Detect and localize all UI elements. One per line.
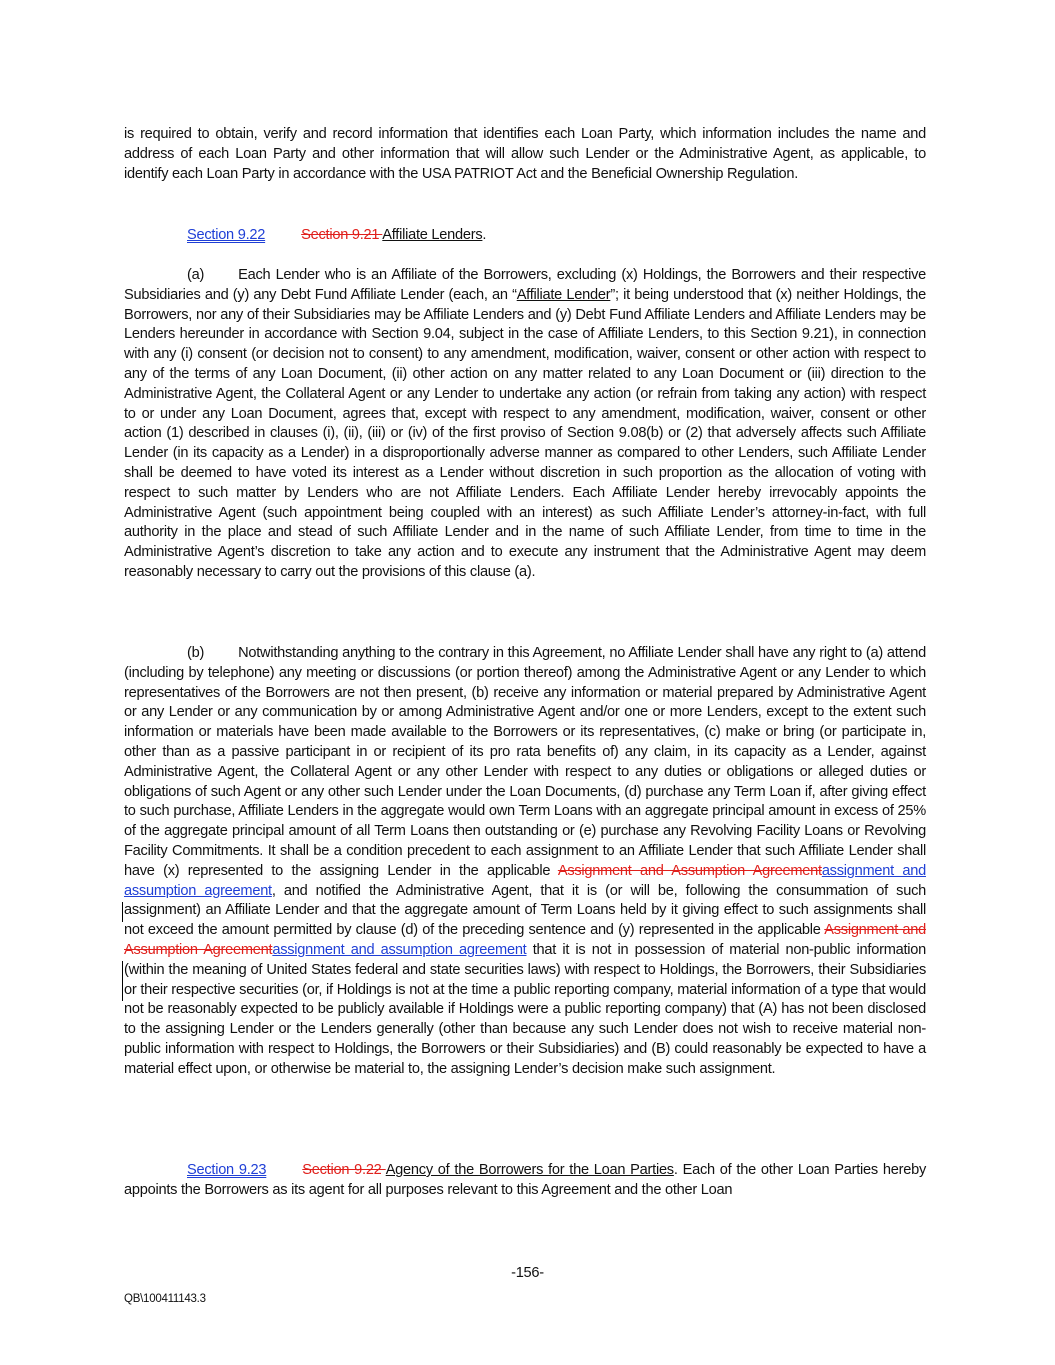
deleted-text: Assignment and Assumption Agreement bbox=[124, 922, 926, 958]
defined-term: Affiliate Lender bbox=[516, 286, 611, 303]
section-title: Agency of the Borrowers for the Loan Parties bbox=[385, 1162, 674, 1178]
section-number-deleted: Section 9.21 bbox=[301, 227, 383, 243]
paragraph-label: (b) bbox=[187, 645, 205, 661]
section-number-new: Section 9.23 bbox=[187, 1162, 267, 1178]
paragraph-a: (a) Each Lender who is an Affiliate of the Borrowers, excluding (x) Holdings, the Borrowers and their respective Subsidiaries and (y) any Debt Fund Affiliate Lender (each, an “Affiliate Lender”; it being understood that (x) neither Holdings, the Borrowers, nor any of their Subsidiaries may be Affiliate Lenders and (y) Debt Fund Affiliate Lenders and Affiliate Lenders may be Lenders hereunder in accordance with Section 9.04, subject in the case of Affiliate Lenders, to this Section 9.21), in connection with any (i) consent (or decision not to consent) to any amendment, modification, waiver, consent or other action with respect to any of the terms of any Loan Document, (ii) other action on any matter related to any Loan Document or (iii) direction to the Administrative Agent, the Collateral Agent or any Lender to undertake any action (or refrain from taking any action) with respect to or under any Loan Document, agrees that, except with respect to any amendment, modification, waiver, consent or other action (1) described in clauses (i), (ii), (iii) or (iv) of the first proviso of Section 9.08(b) or (2) that adversely affects such Affiliate Lender (in its capacity as a Lender) in a disproportionally adverse manner as compared to other Lenders, such Affiliate Lender shall be deemed to have voted its interest as a Lender without discretion in such proportion as the allocation of voting with respect to such matter by Lenders who are not Affiliate Lenders. Each Affiliate Lender hereby irrevocably appoints the Administrative Agent (such appointment being coupled with an interest) as such Affiliate Lender’s attorney-in-fact, with full authority in the place and stead of such Affiliate Lender and in the name of such Affiliate Lender, from time to time in the Administrative Agent’s discretion to take any action and to execute any instrument that the Administrative Agent may deem reasonably necessary to carry out the provisions of this clause (a). bbox=[124, 267, 926, 580]
paragraph-label: (a) bbox=[187, 267, 205, 283]
section-number-new: Section 9.22 bbox=[187, 227, 266, 243]
section-title: Affiliate Lenders bbox=[382, 227, 483, 243]
page-number: -156- bbox=[511, 1265, 544, 1281]
continuation-paragraph: is required to obtain, verify and record information that identifies each Loan Party, which information includes the name and address of each Loan Party and other information that will allow such Lender or the Administrative Agent, as applicable, to identify each Loan Party in accordance with the USA PATRIOT Act and the Beneficial Ownership Regulation. bbox=[124, 126, 926, 182]
section-9-23-paragraph: Section 9.23 Section 9.22 Agency of the Borrowers for the Loan Parties. Each of the other Loan Parties hereby appoints the Borrowers as its agent for all purposes relevant to this Agreement and the other Loan bbox=[124, 1162, 926, 1198]
deleted-text: Assignment and Assumption Agreement bbox=[557, 862, 822, 879]
inserted-text: assignment and assumption agreement bbox=[124, 862, 926, 899]
paragraph-b: (b) Notwithstanding anything to the contrary in this Agreement, no Affiliate Lender shall have any right to (a) attend (including by telephone) any meeting or discussions (or portion thereof) among the Administrative Agent or any Lender to which representatives of the Borrowers are not then present, (b) receive any information or material prepared by Administrative Agent or any Lender or any communication by or among Administrative Agent and/or one or more Lenders, except to the extent such information or materials have been made available to the Borrowers or its representatives, (c) make or bring (or participate in, other than as a passive participant in or recipient of its pro rata benefits of) any claim, in its capacity as a Lender, against Administrative Agent, the Collateral Agent or any other Lender with respect to any duties or obligations or alleged duties or obligations of such Agent or any other such Lender under the Loan Documents, (d) purchase any Term Loan if, after giving effect to such purchase, Affiliate Lenders in the aggregate would own Term Loans with an aggregate principal amount in excess of 25% of the aggregate principal amount of all Term Loans then outstanding or (e) purchase any Revolving Facility Loans or Revolving Facility Commitments. It shall be a condition precedent to each assignment to an Affiliate Lender that such Affiliate Lender shall have (x) represented to the assigning Lender in the applicable Assignment and Assumption Agreementassignment and assumption agreement, and notified the Administrative Agent, that it is (or will be, following the consummation of such assignment) an Affiliate Lender and that the aggregate amount of Term Loans held by it giving effect to such assignments shall not exceed the amount permitted by clause (d) of the preceding sentence and (y) represented in the applicable Assignment and Assumption Agreementassignment and assumption agreement that it is not in possession of material non-public information (within the meaning of United States federal and state securities laws) with respect to Holdings, the Borrowers, their Subsidiaries or their respective securities (or, if Holdings is not at the time a public reporting company, material information of a type that would not be reasonably expected to be publicly available if Holdings were a public reporting company) that (A) has not been disclosed to the assigning Lender or the Lenders generally (other than because any such Lender does not wish to receive material non-public information with respect to Holdings, the Borrowers or their Subsidiaries) and (B) could reasonably be expected to have a material effect upon, or otherwise be material to, the assigning Lender’s decision make such assignment. bbox=[124, 645, 926, 1077]
change-bar bbox=[122, 961, 123, 1001]
section-number-deleted: Section 9.22 bbox=[302, 1162, 386, 1178]
document-id-footer: QB\100411143.3 bbox=[124, 1293, 206, 1305]
change-bar bbox=[122, 902, 123, 922]
section-9-22-heading: Section 9.22 Section 9.21 Affiliate Lenders. bbox=[187, 227, 487, 243]
inserted-text: assignment and assumption agreement bbox=[272, 941, 527, 958]
